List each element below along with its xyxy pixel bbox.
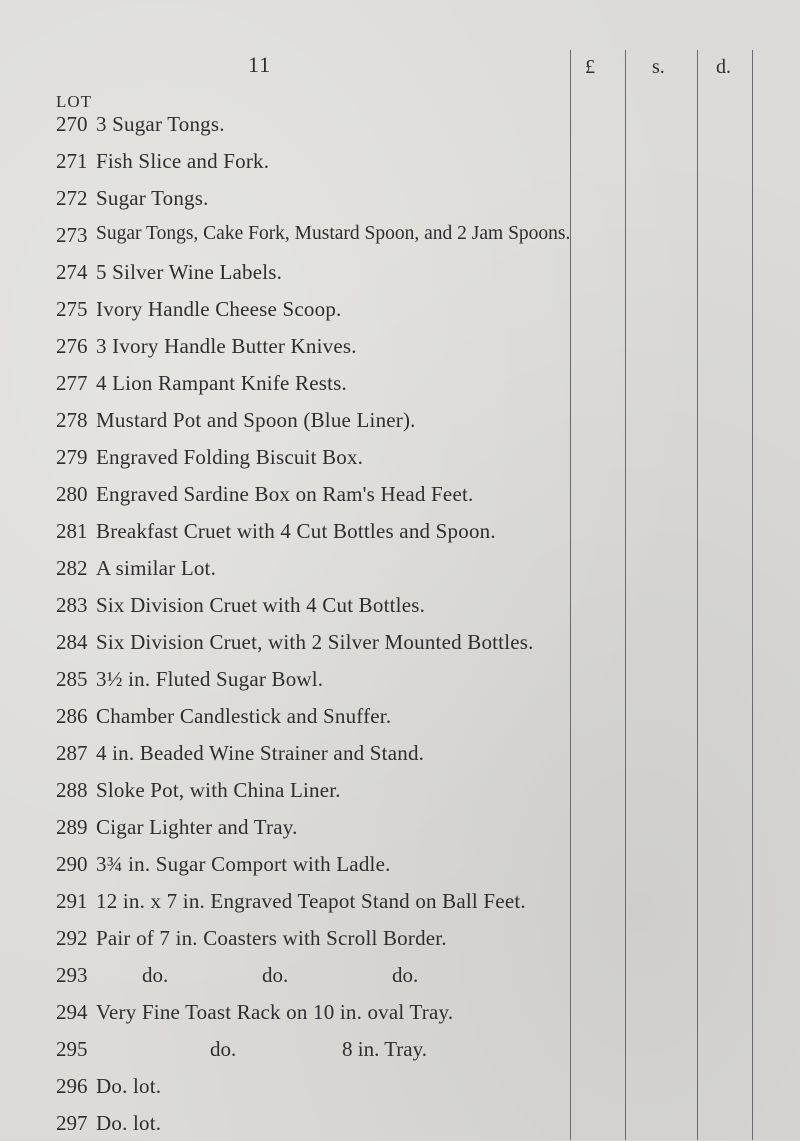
lot-description: Six Division Cruet, with 2 Silver Mounted Bottles. <box>96 630 534 654</box>
lot-row <box>0 112 800 142</box>
lot-number: 296 <box>56 1074 88 1098</box>
lot-number: 273 <box>56 223 88 247</box>
lot-row <box>0 1111 800 1141</box>
lot-number: 294 <box>56 1000 88 1024</box>
lot-description: Pair of 7 in. Coasters with Scroll Border. <box>96 926 447 950</box>
lot-description: Sugar Tongs, Cake Fork, Mustard Spoon, and 2 Jam Spoons. <box>96 223 571 244</box>
lot-number: 285 <box>56 667 88 691</box>
lot-description: Very Fine Toast Rack on 10 in. oval Tray. <box>96 1000 454 1024</box>
lot-row <box>0 741 800 771</box>
lot-number: 291 <box>56 889 88 913</box>
lot-row <box>0 445 800 475</box>
lot-description: 12 in. x 7 in. Engraved Teapot Stand on Ball Feet. <box>96 889 526 913</box>
lot-row <box>0 593 800 623</box>
lot-number: 286 <box>56 704 88 728</box>
lot-row <box>0 778 800 808</box>
lot-description: 3 Ivory Handle Butter Knives. <box>96 334 357 358</box>
lot-description: Sloke Pot, with China Liner. <box>96 778 341 802</box>
lot-row <box>0 852 800 882</box>
lot-number: 280 <box>56 482 88 506</box>
lot-number: 282 <box>56 556 88 580</box>
ditto-mark: do. <box>262 963 289 987</box>
pence-column-header: d. <box>716 56 731 78</box>
lot-row <box>0 1037 800 1067</box>
lot-description: 4 Lion Rampant Knife Rests. <box>96 371 347 395</box>
lot-description: Chamber Candlestick and Snuffer. <box>96 704 392 728</box>
lot-row <box>0 704 800 734</box>
lot-number: 284 <box>56 630 88 654</box>
lot-description: Engraved Sardine Box on Ram's Head Feet. <box>96 482 474 506</box>
lot-number: 287 <box>56 741 88 765</box>
lot-number: 279 <box>56 445 88 469</box>
lot-description: Ivory Handle Cheese Scoop. <box>96 297 342 321</box>
lot-description: Sugar Tongs. <box>96 186 209 210</box>
lot-description: Do. lot. <box>96 1111 162 1135</box>
lot-description: Breakfast Cruet with 4 Cut Bottles and Spoon. <box>96 519 496 543</box>
lot-row <box>0 186 800 216</box>
lot-number: 283 <box>56 593 88 617</box>
lot-description: 5 Silver Wine Labels. <box>96 260 283 284</box>
page-number: 11 <box>248 52 272 77</box>
lot-number: 289 <box>56 815 88 839</box>
lot-row <box>0 260 800 290</box>
lot-description: 3¾ in. Sugar Comport with Ladle. <box>96 852 391 876</box>
ditto-mark: do. <box>392 963 419 987</box>
lot-number: 293 <box>56 963 88 987</box>
lot-row <box>0 297 800 327</box>
lot-description: Do. lot. <box>96 1074 162 1098</box>
lot-number: 277 <box>56 371 88 395</box>
lot-row <box>0 889 800 919</box>
lot-row <box>0 815 800 845</box>
lot-row <box>0 223 800 253</box>
lot-description: Engraved Folding Biscuit Box. <box>96 445 364 469</box>
lot-row <box>0 371 800 401</box>
lot-description: 4 in. Beaded Wine Strainer and Stand. <box>96 741 425 765</box>
lot-row <box>0 408 800 438</box>
lot-number: 278 <box>56 408 88 432</box>
lot-description: Mustard Pot and Spoon (Blue Liner). <box>96 408 416 432</box>
ditto-mark: do. <box>142 963 169 987</box>
lot-row <box>0 149 800 179</box>
lot-row <box>0 667 800 697</box>
lot-number: 290 <box>56 852 88 876</box>
lot-description: Fish Slice and Fork. <box>96 149 270 173</box>
lot-row <box>0 1000 800 1030</box>
lot-number: 288 <box>56 778 88 802</box>
pounds-column-header: £ <box>585 56 595 78</box>
lot-number: 295 <box>56 1037 88 1061</box>
lot-description: Six Division Cruet with 4 Cut Bottles. <box>96 593 426 617</box>
lot-number: 272 <box>56 186 88 210</box>
lot-number: 270 <box>56 112 88 136</box>
shillings-column-header: s. <box>652 56 665 78</box>
lot-description: A similar Lot. <box>96 556 217 580</box>
lot-number: 297 <box>56 1111 88 1135</box>
lot-row <box>0 963 800 993</box>
lot-row <box>0 926 800 956</box>
ditto-mark: do. <box>210 1037 237 1061</box>
lot-row <box>0 519 800 549</box>
lot-description: 3½ in. Fluted Sugar Bowl. <box>96 667 324 691</box>
lot-number: 281 <box>56 519 88 543</box>
lot-description: 3 Sugar Tongs. <box>96 112 225 136</box>
lot-row <box>0 630 800 660</box>
lot-row <box>0 1074 800 1104</box>
lot-description: 8 in. Tray. <box>342 1037 427 1061</box>
lot-description: Cigar Lighter and Tray. <box>96 815 298 839</box>
lot-row <box>0 334 800 364</box>
lot-row <box>0 556 800 586</box>
lot-row <box>0 482 800 512</box>
lot-number: 276 <box>56 334 88 358</box>
lot-number: 275 <box>56 297 88 321</box>
lot-number: 292 <box>56 926 88 950</box>
lot-number: 274 <box>56 260 88 284</box>
lot-number: 271 <box>56 149 88 173</box>
lot-column-header: LOT <box>56 92 93 111</box>
